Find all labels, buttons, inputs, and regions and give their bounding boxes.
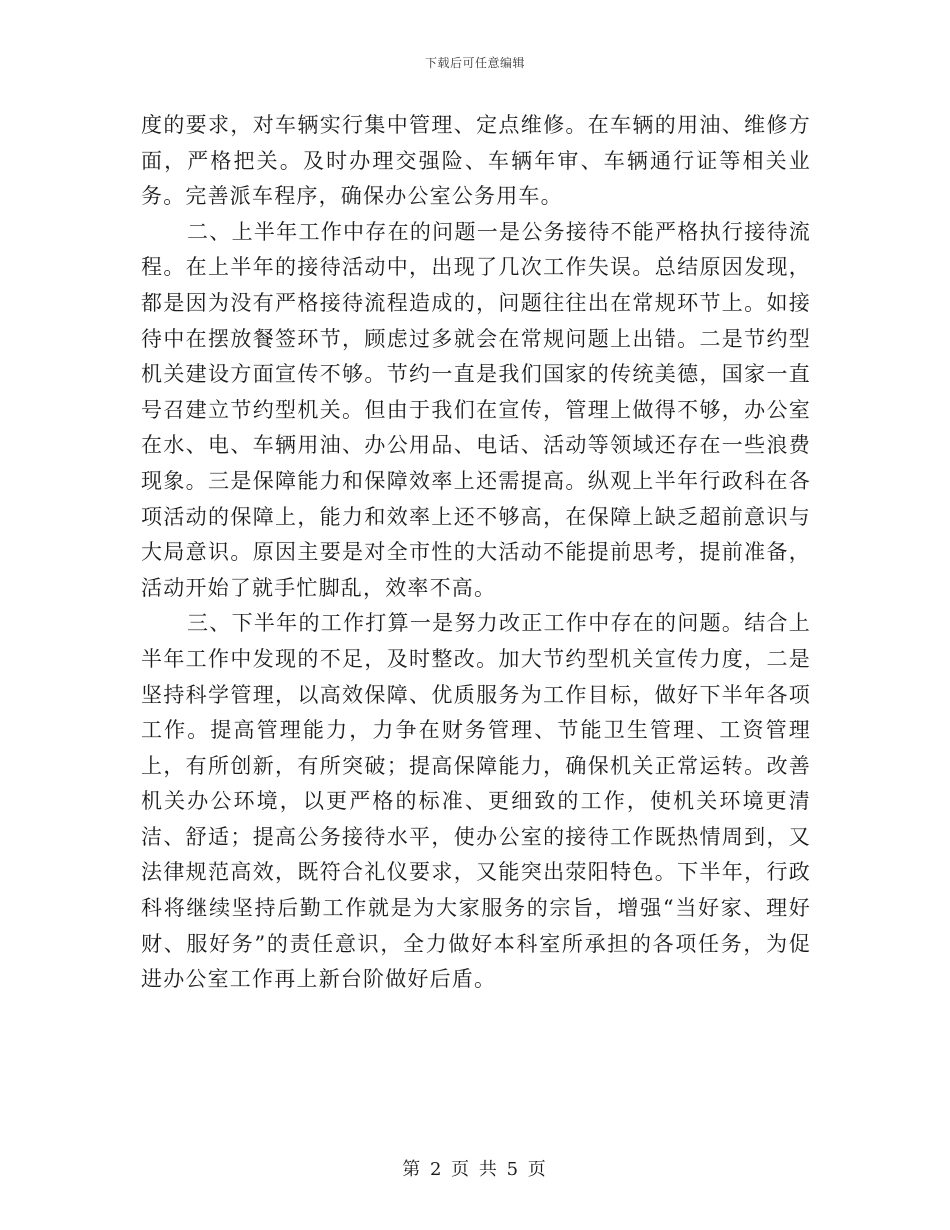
header-note: 下载后可任意编辑 (424, 56, 525, 70)
paragraph-continuation: 度的要求，对车辆实行集中管理、定点维修。在车辆的用油、维修方面，严格把关。及时办理交强险、车辆年审、车辆通行证等相关业务。完善派车程序，确保办公室公务用车。 (141, 113, 811, 209)
page-number-footer: 第 2 页 共 5 页 (402, 1159, 548, 1180)
document-body (141, 108, 811, 998)
paragraph-section-three: 三、下半年的工作打算一是努力改正工作中存在的问题。结合上半年工作中发现的不足，及时整改。加大节约型机关宣传力度，二是坚持科学管理，以高效保障、优质服务为工作目标，做好下半年各项工作。提高管理能力，力争在财务管理、节能卫生管理、工资管理上，有所创新，有所突破；提高保障能力，确保机关正常运转。改善机关办公环境，以更严格的标准、更细致的工作，使机关环境更清洁、舒适；提高公务接待水平，使办公室的接待工作既热情周到，又法律规范高效，既符合礼仪要求，又能突出荥阳特色。下半年，行政科将继续坚持后勤工作就是为大家服务的宗旨，增强“当好家、理好财、服好务”的责任意识，全力做好本科室所承担的各项任务，为促进办公室工作再上新台阶做好后盾。 (141, 611, 811, 992)
paragraph-section-two: 二、上半年工作中存在的问题一是公务接待不能严格执行接待流程。在上半年的接待活动中，出现了几次工作失误。总结原因发现，都是因为没有严格接待流程造成的，问题往往出在常规环节上。如接待中在摆放餐签环节，顾虑过多就会在常规问题上出错。二是节约型机关建设方面宣传不够。节约一直是我们国家的传统美德，国家一直号召建立节约型机关。但由于我们在宣传，管理上做得不够，办公室在水、电、车辆用油、办公用品、电话、活动等领域还存在一些浪费现象。三是保障能力和保障效率上还需提高。纵观上半年行政科在各项活动的保障上，能力和效率上还不够高，在保障上缺乏超前意识与大局意识。原因主要是对全市性的大活动不能提前思考，提前准备，活动开始了就手忙脚乱，效率不高。 (141, 219, 811, 600)
